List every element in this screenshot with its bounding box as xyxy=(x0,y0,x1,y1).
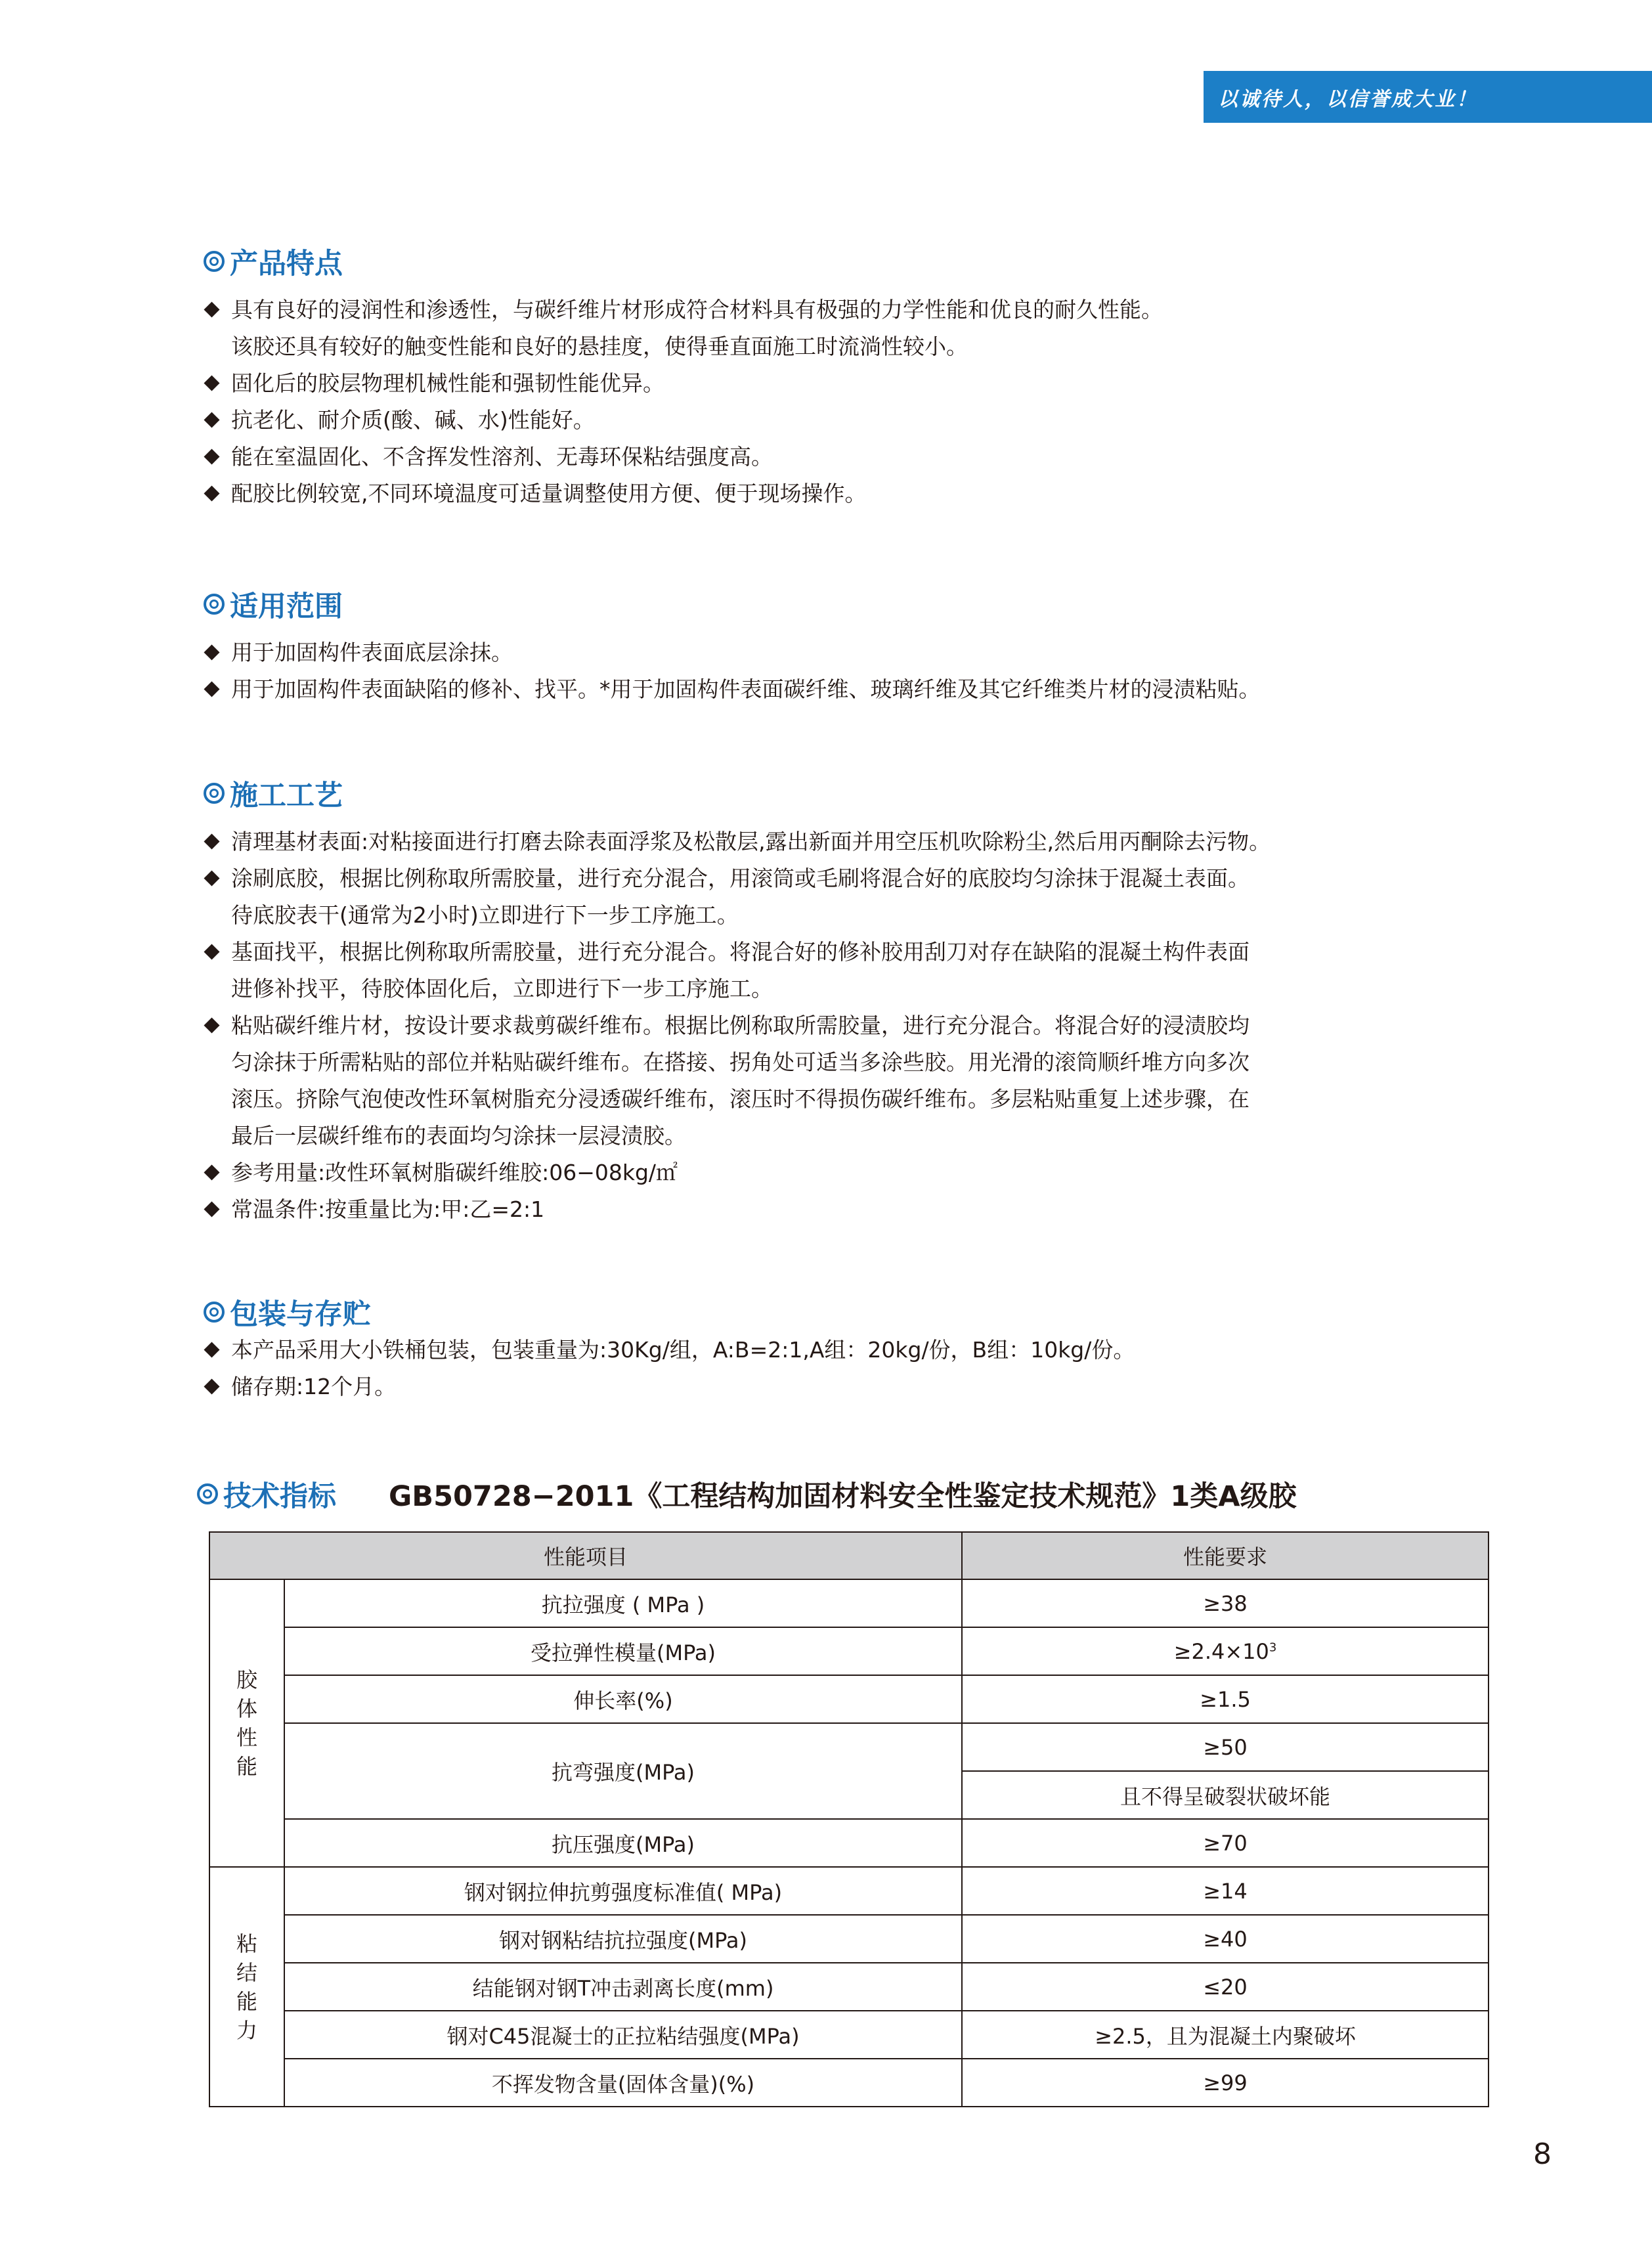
table-cell-req: ≥2.5，且为混凝土内聚破坏 xyxy=(962,2011,1489,2059)
req-exponent: 3 xyxy=(1269,1640,1277,1654)
diamond-icon xyxy=(204,644,219,660)
list-item-text: 参考用量:改性环氧树脂碳纤维胶:06−08kg/㎡ xyxy=(231,1160,678,1185)
diamond-icon xyxy=(204,449,219,464)
section-title xyxy=(204,1292,1451,1332)
page-number: 8 xyxy=(1533,2137,1552,2171)
list-item xyxy=(204,475,1451,512)
list-item xyxy=(204,860,1451,897)
spec-table xyxy=(209,1531,1489,2107)
list-item-text: 待底胶表干(通常为2小时)立即进行下一步工序施工。 xyxy=(231,902,739,928)
list-item-text: 滚压。挤除气泡使改性环氧树脂充分浸透碳纤维布，滚压时不得损伤碳纤维布。多层粘贴重复上述步骤，在 xyxy=(231,1086,1250,1112)
table-cell-req: ≥38 xyxy=(962,1579,1489,1627)
table-cell-req: ≥1.5 xyxy=(962,1675,1489,1723)
table-cell-req: ≥70 xyxy=(962,1819,1489,1867)
table-cell-req: 且不得呈破裂状破坏能 xyxy=(962,1771,1489,1819)
diamond-icon xyxy=(204,833,219,849)
section-features xyxy=(204,242,1451,512)
section-title-text: 适用范围 xyxy=(230,590,343,623)
list-item xyxy=(204,1007,1451,1044)
list-item-text: 用于加固构件表面缺陷的修补、找平。*用于加固构件表面碳纤维、玻璃纤维及其它纤维类片材的浸渍粘贴。 xyxy=(231,676,1261,702)
list-item-text: 用于加固构件表面底层涂抹。 xyxy=(231,640,513,665)
table-row xyxy=(209,2011,1489,2059)
table-cell-req xyxy=(962,1627,1489,1675)
double-circle-icon xyxy=(204,1302,225,1323)
list-item-text: 能在室温固化、不含挥发性溶剂、无毒环保粘结强度高。 xyxy=(231,444,773,470)
group-label xyxy=(209,1579,284,1867)
double-circle-icon xyxy=(197,1483,218,1504)
table-header-row xyxy=(209,1532,1489,1579)
slogan-bar xyxy=(1204,71,1652,123)
list-item-text: 匀涂抹于所需粘贴的部位并粘贴碳纤维布。在搭接、拐角处可适当多涂些胶。用光滑的滚筒顺纤堆方向多次 xyxy=(231,1049,1250,1075)
table-row xyxy=(209,1627,1489,1675)
table-cell-item: 钢对钢拉伸抗剪强度标准值( MPa) xyxy=(284,1867,962,1915)
table-row xyxy=(209,1675,1489,1723)
list-item-text: 抗老化、耐介质(酸、碱、水)性能好。 xyxy=(231,407,595,433)
double-circle-icon xyxy=(204,783,225,804)
diamond-icon xyxy=(204,870,219,886)
section-title xyxy=(204,242,1451,281)
list-item xyxy=(204,402,1451,439)
bullet-list xyxy=(204,823,1451,1228)
slogan-text: 以诚待人，以信誉成大业！ xyxy=(1218,87,1478,111)
table-cell-item: 抗压强度(MPa) xyxy=(284,1819,962,1867)
bullet-list xyxy=(204,634,1451,708)
req-value: ≥2.4×10 xyxy=(1173,1638,1269,1664)
diamond-icon xyxy=(204,375,219,391)
list-item xyxy=(204,365,1451,402)
table-cell-item: 受拉弹性模量(MPa) xyxy=(284,1627,962,1675)
section-title-text: 包装与存贮 xyxy=(230,1298,371,1331)
table-cell-req: ≥14 xyxy=(962,1867,1489,1915)
double-circle-icon xyxy=(204,594,225,615)
group-label-text: 粘结能力 xyxy=(236,1931,257,2043)
diamond-icon xyxy=(204,681,219,697)
diamond-icon xyxy=(204,301,219,317)
table-row xyxy=(209,1579,1489,1627)
bullet-list xyxy=(204,1332,1451,1405)
list-item xyxy=(204,439,1451,475)
list-item-text: 清理基材表面:对粘接面进行打磨去除表面浮浆及松散层,露出新面并用空压机吹除粉尘,然后用丙酮除去污物。 xyxy=(231,829,1271,854)
list-item-continuation xyxy=(204,971,1451,1007)
list-item-continuation xyxy=(204,328,1451,365)
table-cell-item: 钢对钢粘结抗拉强度(MPa) xyxy=(284,1915,962,1963)
list-item-continuation xyxy=(204,1081,1451,1118)
list-item-text: 具有良好的浸润性和渗透性，与碳纤维片材形成符合材料具有极强的力学性能和优良的耐久性能。 xyxy=(231,297,1163,322)
list-item-text: 常温条件:按重量比为:甲:乙=2:1 xyxy=(231,1196,545,1222)
table-row xyxy=(209,1723,1489,1771)
diamond-icon xyxy=(204,1378,219,1394)
list-item xyxy=(204,1191,1451,1228)
section-process xyxy=(204,774,1451,1228)
header-item: 性能项目 xyxy=(209,1532,962,1579)
table-cell-req: ≥50 xyxy=(962,1723,1489,1771)
list-item-text: 粘贴碳纤维片材，按设计要求裁剪碳纤维布。根据比例称取所需胶量，进行充分混合。将混合好的浸渍胶均 xyxy=(231,1013,1250,1038)
spec-title xyxy=(197,1471,1510,1517)
table-cell-item: 抗拉强度 ( MPa ) xyxy=(284,1579,962,1627)
diamond-icon xyxy=(204,1017,219,1033)
table-row xyxy=(209,1867,1489,1915)
list-item-text: 配胶比例较宽,不同环境温度可适量调整使用方便、便于现场操作。 xyxy=(231,481,867,506)
double-circle-icon xyxy=(204,251,225,272)
table-cell-req: ≤20 xyxy=(962,1963,1489,2011)
group-label-text: 胶体性能 xyxy=(236,1667,257,1779)
list-item xyxy=(204,1332,1451,1369)
diamond-icon xyxy=(204,1201,219,1217)
list-item xyxy=(204,1154,1451,1191)
section-title xyxy=(204,584,1451,624)
list-item-continuation xyxy=(204,1118,1451,1154)
section-title xyxy=(204,774,1451,813)
spec-title-text: 技术指标 xyxy=(223,1479,336,1513)
header-requirement: 性能要求 xyxy=(962,1532,1489,1579)
diamond-icon xyxy=(204,944,219,959)
table-row xyxy=(209,1963,1489,2011)
list-item xyxy=(204,823,1451,860)
list-item-text: 储存期:12个月。 xyxy=(231,1374,397,1399)
table-cell-req: ≥40 xyxy=(962,1915,1489,1963)
section-title-text: 施工工艺 xyxy=(230,779,343,812)
list-item-continuation xyxy=(204,1044,1451,1081)
table-row xyxy=(209,1915,1489,1963)
table-cell-item: 伸长率(%) xyxy=(284,1675,962,1723)
spec-standard: GB50728−2011《工程结构加固材料安全性鉴定技术规范》1类A级胶 xyxy=(389,1479,1297,1513)
list-item-text: 涂刷底胶，根据比例称取所需胶量，进行充分混合，用滚筒或毛刷将混合好的底胶均匀涂抹于混凝土表面。 xyxy=(231,866,1250,891)
list-item-continuation xyxy=(204,897,1451,934)
table-row xyxy=(209,2059,1489,2107)
list-item xyxy=(204,292,1451,328)
list-item-text: 本产品采用大小铁桶包装，包装重量为:30Kg/组，A:B=2:1,A组：20kg/份，B组：10kg/份。 xyxy=(231,1337,1135,1363)
list-item-text: 最后一层碳纤维布的表面均匀涂抹一层浸渍胶。 xyxy=(231,1123,686,1149)
table-row xyxy=(209,1819,1489,1867)
list-item xyxy=(204,934,1451,971)
bullet-list xyxy=(204,292,1451,512)
list-item xyxy=(204,634,1451,671)
diamond-icon xyxy=(204,1164,219,1180)
table-cell-item: 钢对C45混凝士的正拉粘结强度(MPa) xyxy=(284,2011,962,2059)
table-cell-item: 结能钢对钢T冲击剥离长度(mm) xyxy=(284,1963,962,2011)
diamond-icon xyxy=(204,412,219,427)
table-cell-item: 不挥发物含量(固体含量)(%) xyxy=(284,2059,962,2107)
list-item xyxy=(204,1369,1451,1405)
list-item xyxy=(204,671,1451,708)
group-label xyxy=(209,1867,284,2107)
diamond-icon xyxy=(204,485,219,501)
table-cell-item: 抗弯强度(MPa) xyxy=(284,1723,962,1819)
section-packaging xyxy=(204,1292,1451,1405)
list-item-text: 基面找平，根据比例称取所需胶量，进行充分混合。将混合好的修补胶用刮刀对存在缺陷的混凝土构件表面 xyxy=(231,939,1250,965)
table-cell-req: ≥99 xyxy=(962,2059,1489,2107)
list-item-text: 进修补找平，待胶体固化后，立即进行下一步工序施工。 xyxy=(231,976,773,1001)
diamond-icon xyxy=(204,1342,219,1357)
list-item-text: 固化后的胶层物理机械性能和强韧性能优异。 xyxy=(231,370,664,396)
section-title-text: 产品特点 xyxy=(230,247,343,280)
section-scope xyxy=(204,584,1451,708)
list-item-text: 该胶还具有较好的触变性能和良好的悬挂度，使得垂直面施工时流淌性较小。 xyxy=(231,334,968,359)
